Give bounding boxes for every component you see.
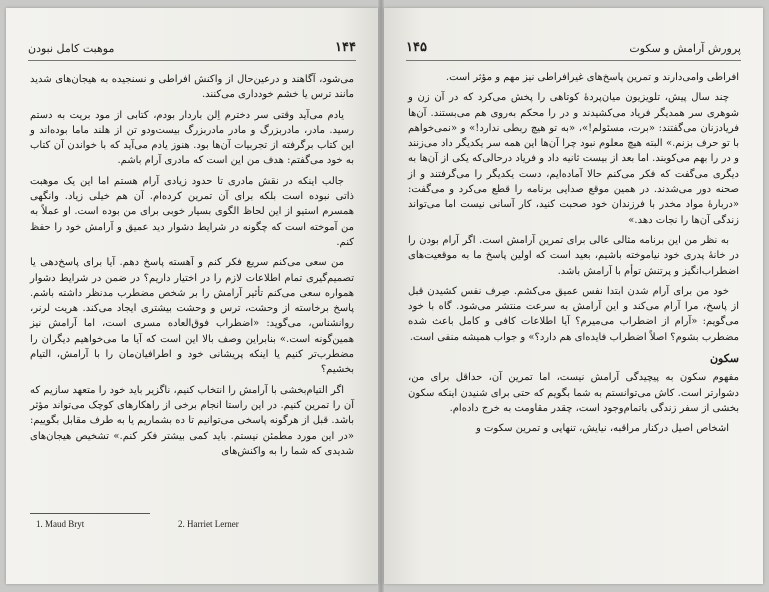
right-paragraph: خود من برای آرام شدن ابتدا نفس عمیق می‌کشم. صِرف نفس کشیدن قبل از پاسخ، مرا آرام می‌کند و این آرامش به سرعت منتشر می‌شود. گاه با خود می‌گویم: «آرام از اضطراب می‌میرم؟ آیا اطلاعات کافی و کامل باعث شده مضطرب بشوم؟ اصلاً اضطراب فایده‌ای هم دارد؟» و جواب همیشه منفی است. <box>408 285 739 343</box>
right-paragraph: افراطی وامی‌دارند و تمرین پاسخ‌های غیرافراطی نیز مهم و مؤثر است. <box>445 72 739 83</box>
right-page-body <box>408 70 739 570</box>
left-paragraph: من سعی می‌کنم سریع فکر کنم و آهسته پاسخ دهم. آیا برای پاسخ‌دهی یا تصمیم‌گیری تمام اطلاعات لازم را در اختیار داریم؟ در ضمن در شرایط دشوار همواره سعی می‌کنم تأثیر آرامش را بر شخص مضطرب مدنظر داشته باشم. پاسخ برخاسته از وحشت، ترس و وحشت بیشتری ایجاد می‌کند. هریت لرنر، روانشناس، می‌گوید: «اضطراب فوق‌العاده مسری است، اما آرامش نیز همین‌گونه است.» بنابراین وصف بالا این است که آیا ما می‌خواهیم دیگران را مضطرب‌تر کنیم یا اینکه پریشانی خود و اطرافیان‌مان را با آرامش، التیام بخشیم؟ <box>30 257 354 376</box>
left-paragraph: جالب اینکه در نقش مادری تا حدود زیادی آرام هستم اما این یک موهبت ذاتی نبوده است بلکه برای آن تمرین کرده‌ام. آن هم خیلی زیاد. وانگهی همسرم استیو از این لحاظ الگوی بسیار خوبی برای من بوده است. او عملاً به من آموخته است که چگونه در شرایط دشوار دید عمیق و آرامش خود را حفظ کنم. <box>30 175 354 248</box>
left-running-title: موهبت کامل نبودن <box>28 42 115 55</box>
footnote-2: 2. Harriet Lerner <box>178 519 239 529</box>
section-heading: سکون <box>709 352 739 366</box>
left-page-body <box>30 72 354 504</box>
left-paragraph: یادم می‌آید وقتی سر دخترم اِلن باردار بودم، کتابی از مود بریت به دستم رسید. مادر، مادربزرگ و مادر مادربزرگ بیست‌ودو تن از هلند ماما بوده‌اند و این کتاب برگرفته از تجربیات آن‌ها بود. هنوز یادم می‌آید که با خواندن آن کتاب به خود می‌گفتم: هدف من این است که مادری آرام باشم. <box>30 109 354 167</box>
footnote-divider <box>30 513 150 514</box>
left-paragraph: اگر التیام‌بخشی با آرامش را انتخاب کنیم، ناگزیر باید خود را متعهد سازیم که آن را تمرین کنیم. در این راستا انجام برخی از راهکارهای کوچک می‌تواند مؤثر باشد. قبل از هرگونه پاسخی می‌توانیم تا ده بشماریم یا به طرف مقابل بگوییم: «در این مورد مطمئن نیستم. باید کمی بیشتر فکر کنم.» تشخیص هیجان‌های شدیدی که شما را به واکنش‌های <box>30 384 354 457</box>
left-page <box>6 8 378 584</box>
right-running-title: پرورش آرامش و سکوت <box>629 42 741 55</box>
section-paragraph: اشخاص اصیل درکنار مراقبه، نیایش، تنهایی و تمرین سکوت و <box>476 423 729 435</box>
footnotes <box>30 519 354 533</box>
left-page-number: ۱۴۴ <box>335 40 356 55</box>
right-page-header <box>406 42 741 61</box>
left-paragraph: می‌شود، آگاهند و درعین‌حال از واکنش افراطی و نسنجیده به هیجان‌های شدید مانند ترس یا خشم خودداری می‌کنند. <box>30 74 354 101</box>
right-page <box>384 8 763 584</box>
right-paragraph: چند سال پیش، تلویزیون میان‌پردهٔ کوتاهی را پخش می‌کرد که در آن زن و شوهری سر همدیگر فریاد می‌کشیدند و در را محکم به‌روی هم می‌بستند. آن‌ها فریادزنان می‌گفتند: «برت، مسئولم!»، «به تو هیچ ربطی ندارد!» و «نمی‌خواهم با تو حرف بزنم.» البته هیچ معلوم نبود چرا آن‌ها این همه سر یکدیگر داد می‌زنند و در را بهم می‌کوبند. اما بعد از بیست ثانیه داد و فریاد درحالی‌که یکی از آن‌ها به دیگری می‌گفت که فکر می‌کنم حالا آماده‌ایم، دست یکدیگر را می‌گرفتند و از صحنه دور می‌شدند. در همین موقع صدایی برنامه را قطع می‌کرد و می‌گفت: «دربارهٔ مواد مخدر با فرزندان خود صحبت کنید، کار آسانی نیست اما می‌تواند زندگی آن‌ها را نجات دهد.» <box>408 92 739 226</box>
section-paragraph: مفهوم سکون به پیچیدگی آرامش نیست، اما تمرین آن، حداقل برای من، دشوارتر است. کاش می‌توانستم به شما بگویم که حتی برای شنیدن اینکه سکون بخشی از سفر زندگی باتمام‌وجود است، چقدر مقاومت به خرج داده‌ام. <box>408 372 739 414</box>
right-page-number: ۱۴۵ <box>406 40 427 55</box>
right-paragraph: به نظر من این برنامه مثالی عالی برای تمرین آرامش است. اگر آرام بودن را در خانهٔ پدری خود نیاموخته باشیم، بعید است که اولین پاسخ ما به موقعیت‌های اضطراب‌انگیز و پرتنش توأم با آرامش باشد. <box>408 234 739 277</box>
left-page-header <box>28 42 356 61</box>
footnote-1: 1. Maud Bryt <box>36 519 85 529</box>
